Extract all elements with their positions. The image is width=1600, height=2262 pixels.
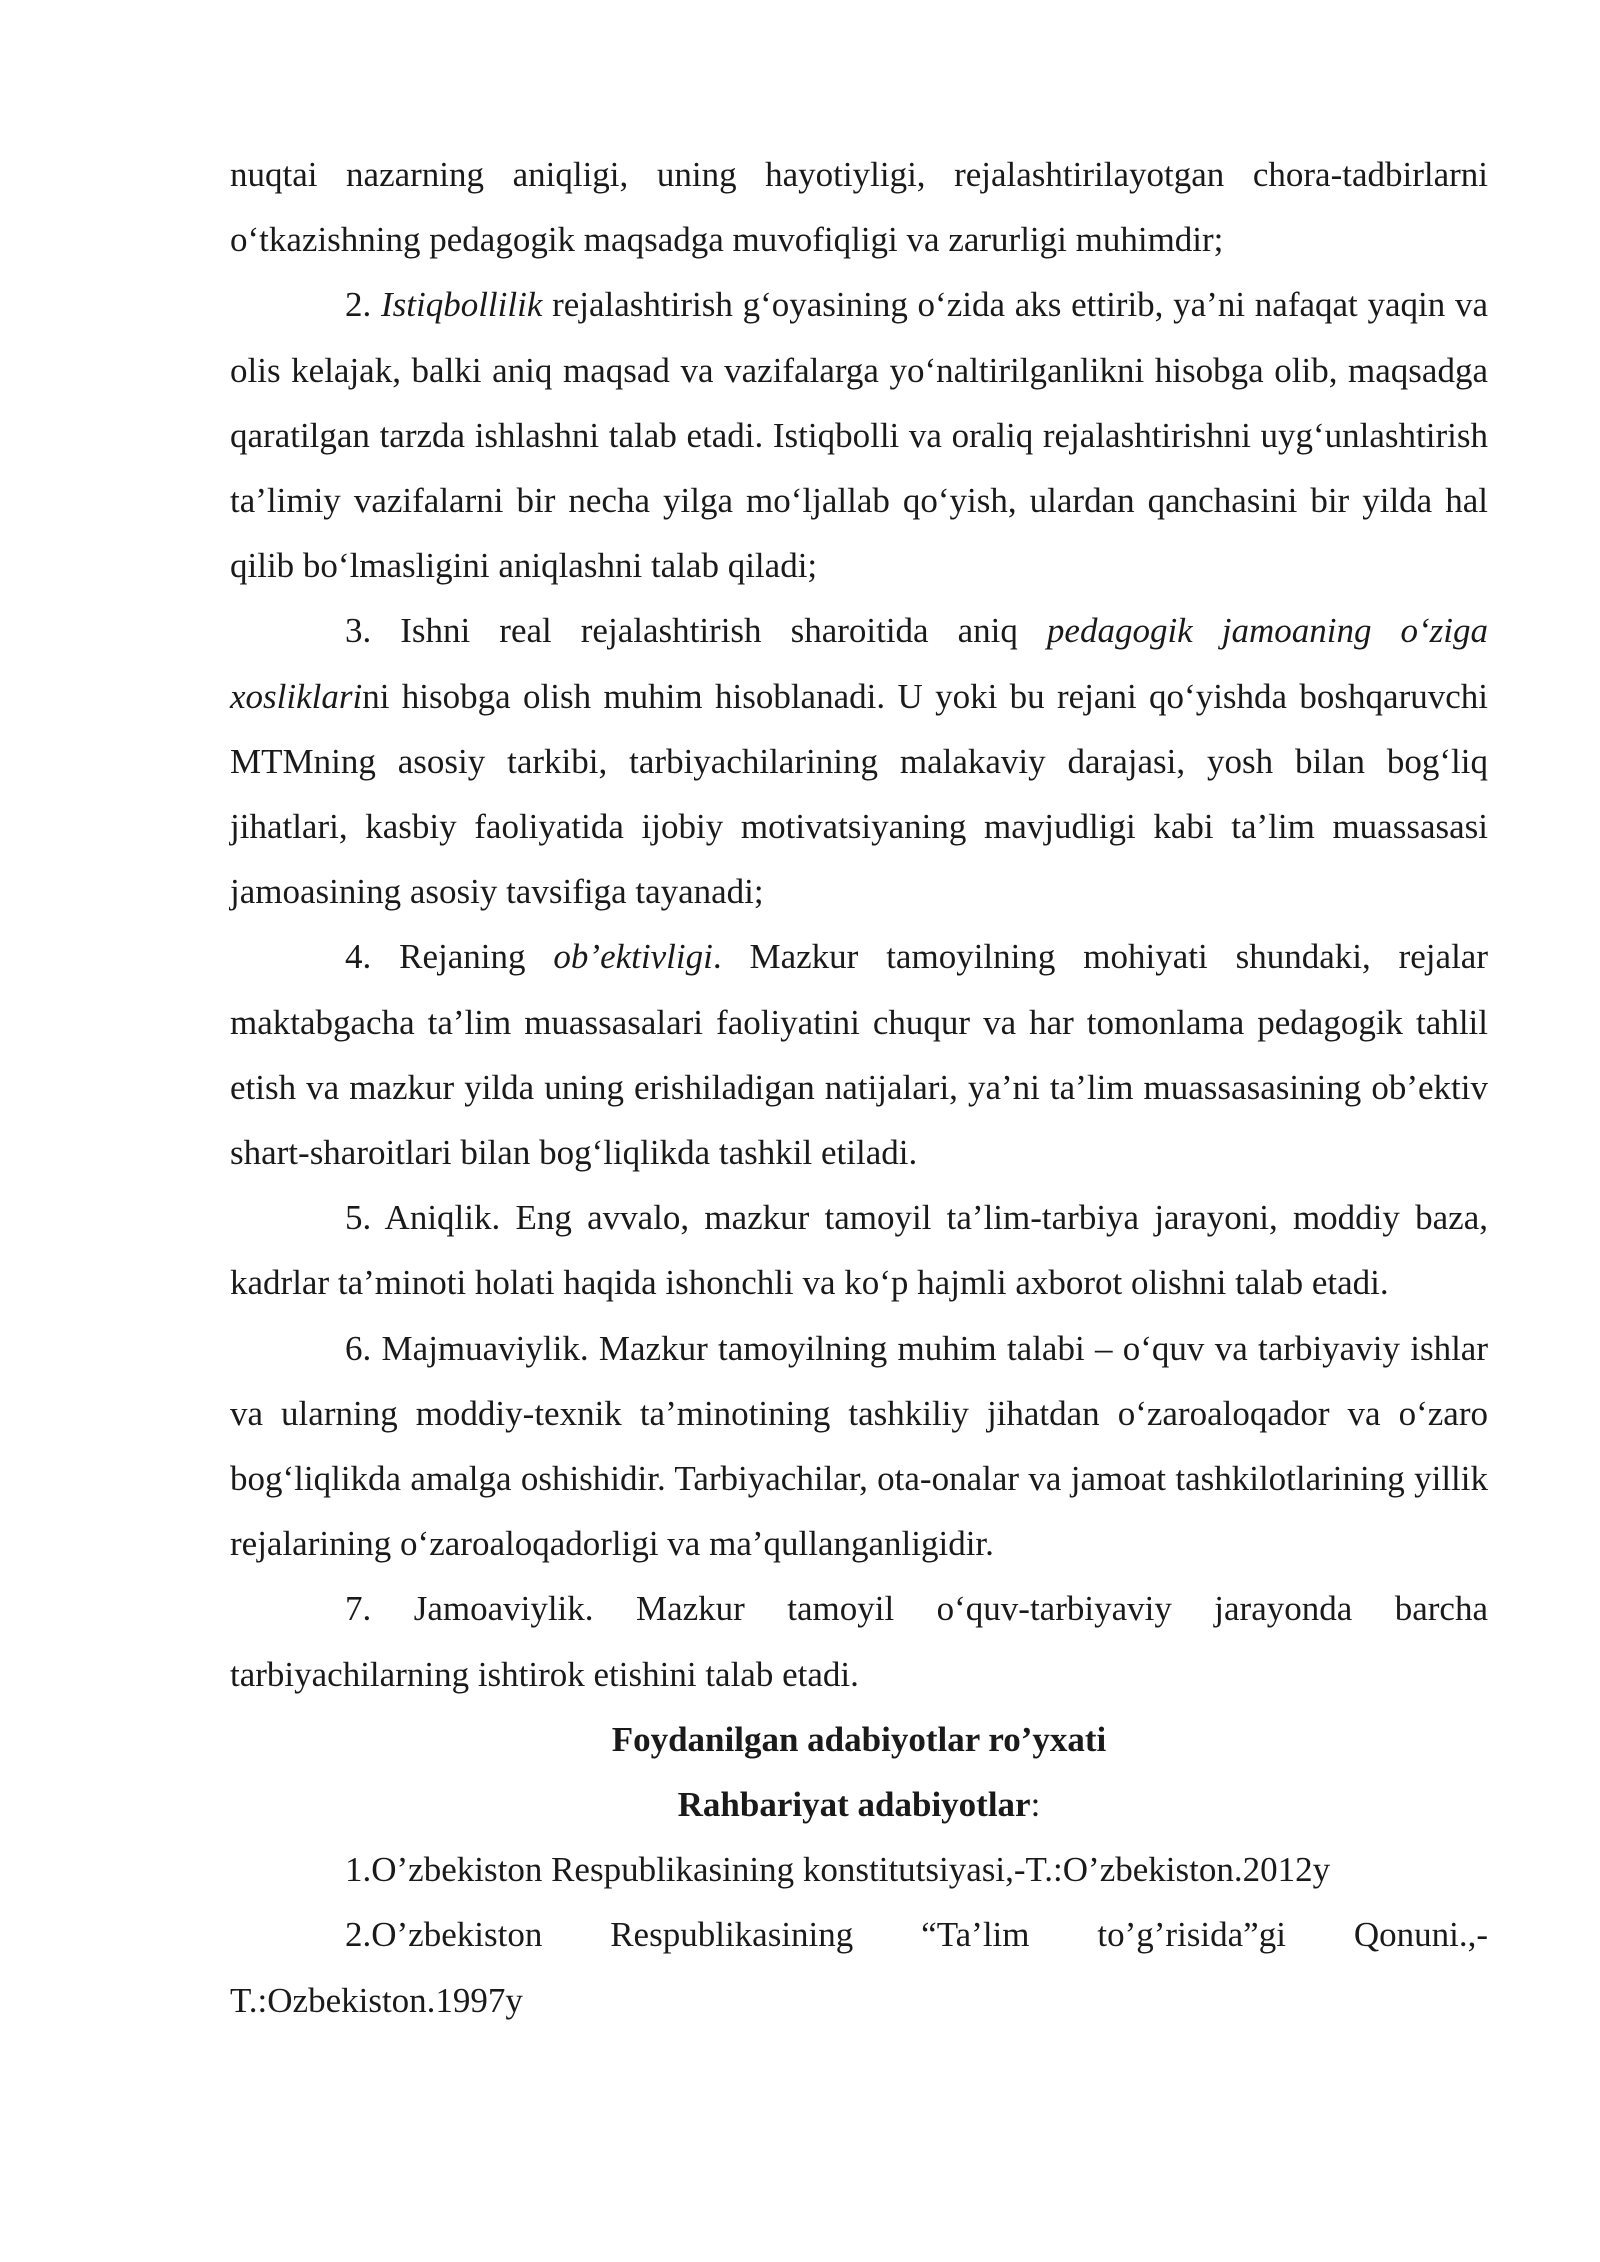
paragraph-text: 7. Jamoaviylik. Mazkur tamoyil o‘quv-tarbiyaviy jarayonda barcha tarbiyachilarning ishtirok etishini talab etadi.: [230, 1589, 1488, 1694]
paragraph-text: ni hisobga olish muhim hisoblanadi. U yoki bu rejani qo‘yishda boshqaruvchi MTMning asosiy tarkibi, tarbiyachilarining malakaviy darajasi, yosh bilan bog‘liq jihatlari, kasbiy faoliyatida ijobiy motivatsiyaning mavjudligi kabi ta’lim muassasasi jamoasining asosiy tavsifiga tayanadi;: [230, 676, 1488, 912]
paragraph-text: rejalashtirish g‘oyasining o‘zida aks ettirib, ya’ni nafaqat yaqin va olis kelajak, balki aniq maqsad va vazifalarga yo‘naltirilganlikni hisobga olib, maqsadga qaratilgan tarzda ishlashni talab etadi. Istiqbolli va oraliq rejalashtirishni uyg‘unlashtirish ta’limiy vazifalarni bir necha yilga mo‘ljallab qo‘yish, ulardan qanchasini bir yilda hal qilib bo‘lmasligini aniqlashni talab qiladi;: [230, 285, 1488, 586]
paragraph-continuation: [230, 142, 1488, 272]
paragraph-text: 6. Majmuaviylik. Mazkur tamoyilning muhim talabi – o‘quv va tarbiyaviy ishlar va ularning moddiy-texnik ta’minotining tashkiliy jihatdan o‘zaroaloqador va o‘zaro bog‘liqlikda amalga oshishidir. Tarbiyachilar, ota-onalar va jamoat tashkilotlarining yillik rejalarining o‘zaroaloqadorligi va ma’qullanganligidir.: [230, 1328, 1488, 1564]
emphasis-term: Istiqbollilik: [380, 285, 543, 325]
paragraph-text: 3. Ishni real rejalashtirish sharoitida aniq: [345, 611, 1047, 651]
reference-text: 2.O’zbekiston Respublikasining “Ta’lim to’g’risida”gi Qonuni.,-T.:Ozbekiston.1997y: [230, 1915, 1488, 2020]
paragraph-text: 4. Rejaning: [345, 937, 554, 977]
heading-text: Rahbariyat adabiyotlar: [677, 1785, 1031, 1825]
paragraph-principle-5: [230, 1185, 1488, 1315]
list-number: 2.: [345, 285, 381, 325]
emphasis-term: pedagogik jamoaning o‘ziga xosliklari: [230, 611, 1488, 716]
references-subheading: [230, 1772, 1488, 1837]
reference-text: 1.O’zbekiston Respublikasining konstitutsiyasi,-T.:O’zbekiston.2012y: [345, 1850, 1331, 1890]
paragraph-text: 5. Aniqlik. Eng avvalo, mazkur tamoyil ta’lim-tarbiya jarayoni, moddiy baza, kadrlar ta’minoti holati haqida ishonchli va ko‘p hajmli axborot olishni talab etadi.: [230, 1198, 1488, 1303]
paragraph-principle-4: [230, 924, 1488, 1185]
reference-item-1: [230, 1837, 1488, 1902]
emphasis-term: ob’ektivligi: [553, 937, 713, 977]
paragraph-text: . Mazkur tamoyilning mohiyati shundaki, rejalar maktabgacha ta’lim muassasalari faoliyatini chuqur va har tomonlama pedagogik tahlil etish va mazkur yilda uning erishiladigan natijalari, ya’ni ta’lim muassasasining ob’ektiv shart-sharoitlari bilan bog‘liqlikda tashkil etiladi.: [230, 937, 1488, 1173]
heading-text: Foydanilgan adabiyotlar ro’yxati: [611, 1719, 1107, 1759]
paragraph-principle-6: [230, 1316, 1488, 1577]
paragraph-principle-3: [230, 598, 1488, 924]
document-page: [230, 142, 1488, 2033]
references-title: [230, 1707, 1488, 1772]
paragraph-principle-7: [230, 1576, 1488, 1706]
heading-colon: :: [1030, 1785, 1041, 1825]
paragraph-text: nuqtai nazarning aniqligi, uning hayotiyligi, rejalashtirilayotgan chora-tadbirlarni o‘tkazishning pedagogik maqsadga muvofiqligi va zarurligi muhimdir;: [230, 155, 1488, 260]
paragraph-principle-2: [230, 272, 1488, 598]
reference-item-2: [230, 1902, 1488, 2032]
